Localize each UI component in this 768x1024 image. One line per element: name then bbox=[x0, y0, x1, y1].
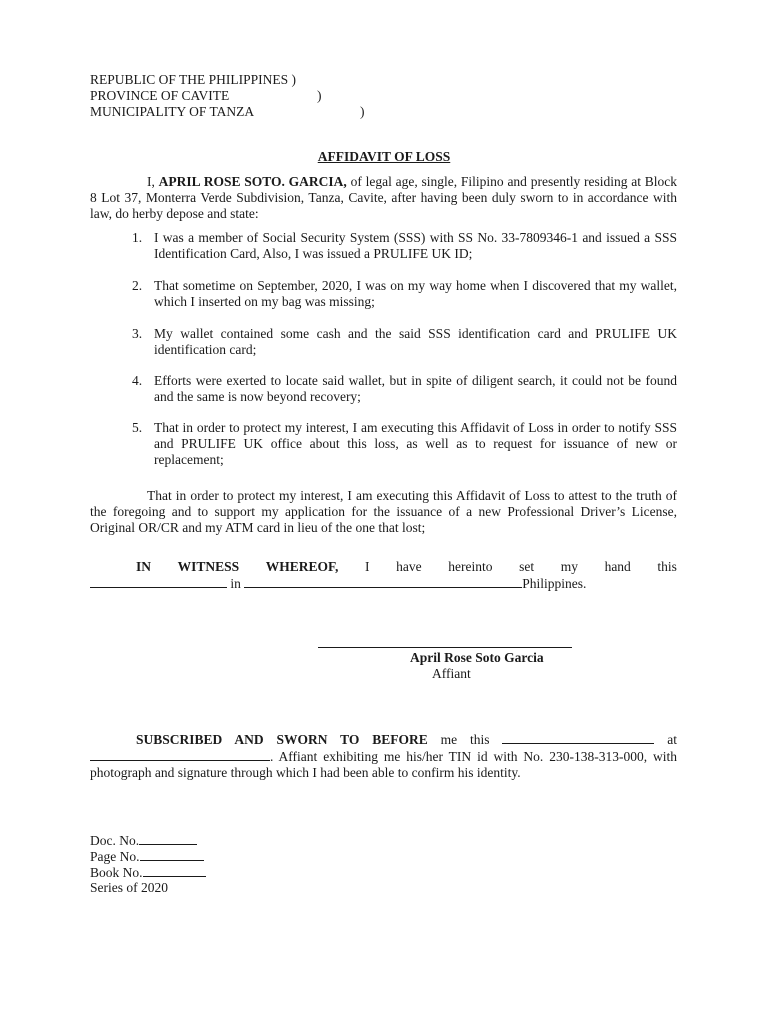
jurat-text: . Affiant exhibiting me his/her TIN id with No. 230-138-313-000, with photograph and signature through which I had been able to confirm his identity. bbox=[90, 749, 677, 780]
notarial-register bbox=[90, 832, 206, 896]
jurat-date-blank bbox=[502, 731, 654, 744]
caption-paren: ) bbox=[360, 104, 365, 119]
page-no-blank bbox=[140, 848, 204, 861]
item-number: 2. bbox=[132, 278, 143, 293]
item-number: 1. bbox=[132, 230, 143, 245]
witness-clause bbox=[90, 559, 677, 592]
list-item bbox=[90, 373, 677, 405]
date-blank bbox=[90, 575, 227, 588]
list-item bbox=[90, 230, 677, 262]
witness-word: set bbox=[519, 559, 535, 574]
item-text: I was a member of Social Security System (SSS) with SS No. 33-7809346-1 and issued a SSS Identification Card, Also, I was issued a PRULIFE UK ID; bbox=[154, 230, 677, 261]
book-no-blank bbox=[143, 864, 206, 877]
intro-pronoun: I, bbox=[147, 174, 155, 189]
witness-place: Philippines. bbox=[522, 576, 587, 591]
jurat-heading: SUBSCRIBED AND SWORN TO BEFORE bbox=[136, 732, 428, 747]
jurat-place-blank bbox=[90, 748, 270, 761]
doc-no-label: Doc. No. bbox=[90, 833, 140, 848]
closing-text: That in order to protect my interest, I am executing this Affidavit of Loss to attest to the truth of the foregoing and to support my application for the issuance of a new Professional Driver’s License, Original OR/CR and my ATM card in lieu of the one that lost; bbox=[90, 488, 677, 535]
witness-word: WITNESS bbox=[177, 559, 240, 574]
page-no-label: Page No. bbox=[90, 849, 140, 864]
witness-word: my bbox=[560, 559, 578, 574]
list-item bbox=[90, 420, 677, 468]
witness-word: I bbox=[365, 559, 370, 574]
item-text: Efforts were exerted to locate said wallet, but in spite of diligent search, it could not be found and the same is now beyond recovery; bbox=[154, 373, 677, 404]
statement-list bbox=[90, 230, 677, 468]
caption-municipality: MUNICIPALITY OF TANZA bbox=[90, 104, 255, 119]
list-item bbox=[90, 326, 677, 358]
item-text: That in order to protect my interest, I am executing this Affidavit of Loss in order to notify SSS and PRULIFE UK office about this loss, as well as to request for issuance of new or replacement; bbox=[154, 420, 677, 467]
caption-paren: ) bbox=[317, 88, 322, 103]
place-blank bbox=[244, 575, 522, 588]
signatory-role: Affiant bbox=[432, 666, 471, 681]
caption-province: PROVINCE OF CAVITE bbox=[90, 88, 230, 103]
closing-paragraph bbox=[90, 488, 677, 536]
list-item bbox=[90, 278, 677, 310]
jurat-me-this: me this bbox=[440, 732, 490, 747]
series-label: Series of 2020 bbox=[90, 880, 168, 895]
witness-in: in bbox=[230, 576, 241, 591]
jurat-at: at bbox=[667, 732, 678, 747]
item-text: That sometime on September, 2020, I was on my way home when I discovered that my wallet, which I inserted on my bag was missing; bbox=[154, 278, 677, 309]
signatory-name: April Rose Soto Garcia bbox=[410, 650, 544, 665]
caption-republic: REPUBLIC OF THE PHILIPPINES ) bbox=[90, 72, 297, 87]
document-title: AFFIDAVIT OF LOSS bbox=[317, 149, 451, 164]
item-number: 3. bbox=[132, 326, 143, 341]
witness-word: this bbox=[657, 559, 677, 574]
witness-word: WHEREOF, bbox=[265, 559, 339, 574]
affiant-name: APRIL ROSE SOTO. GARCIA, bbox=[158, 174, 347, 189]
item-text: My wallet contained some cash and the said SSS identification card and PRULIFE UK identification card; bbox=[154, 326, 677, 357]
witness-word: hereinto bbox=[448, 559, 493, 574]
signature-block bbox=[318, 641, 578, 682]
book-no-label: Book No. bbox=[90, 865, 143, 880]
intro-paragraph bbox=[90, 174, 677, 222]
item-number: 4. bbox=[132, 373, 143, 388]
witness-word: IN bbox=[136, 559, 152, 574]
item-number: 5. bbox=[132, 420, 143, 435]
venue-caption bbox=[90, 72, 365, 120]
intro-text: of legal age, single, Filipino and presently residing at Block 8 Lot 37, Monterra Verde Subdivision, Tanza, Cavite, after having been duly sworn to in accordance with law, do herby depose and state: bbox=[90, 174, 678, 221]
witness-word: hand bbox=[604, 559, 631, 574]
witness-word: have bbox=[396, 559, 422, 574]
signature-line bbox=[318, 641, 572, 648]
doc-no-blank bbox=[139, 832, 197, 845]
jurat-paragraph bbox=[90, 731, 677, 781]
